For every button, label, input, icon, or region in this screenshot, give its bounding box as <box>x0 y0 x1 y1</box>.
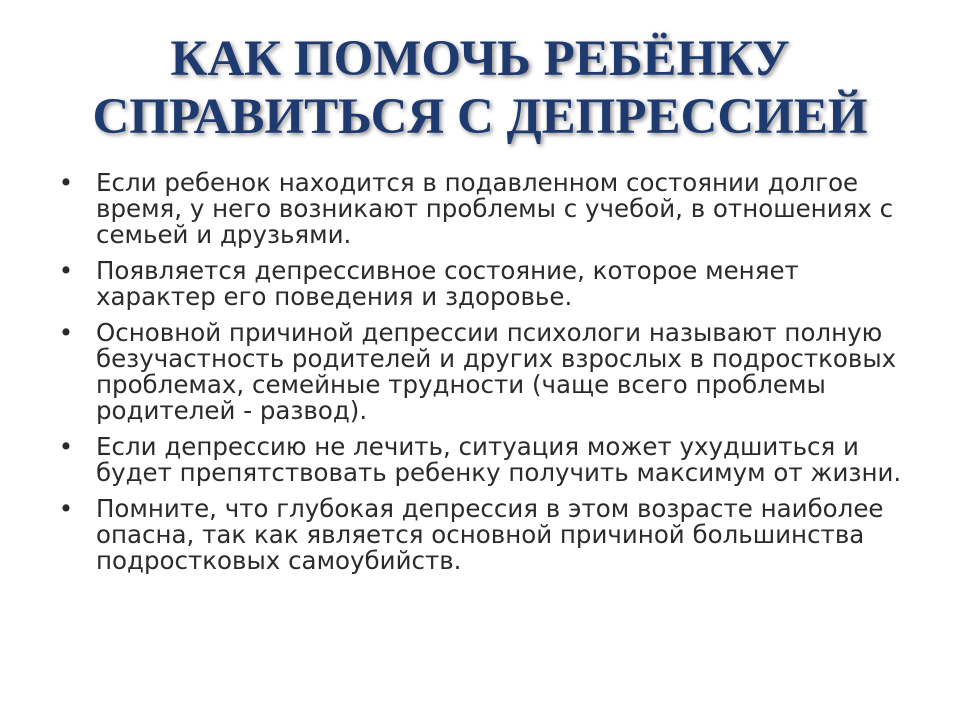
bullet-list <box>56 170 906 584</box>
bullet-dot-icon: • <box>58 256 74 285</box>
bullet-item-2 <box>56 258 906 310</box>
bullet-text: Помните, что глубокая депрессия в этом возрасте наиболее опасна, так как является основной причиной большинства подростковых самоубийств. <box>96 494 884 575</box>
bullet-item-4 <box>56 434 906 486</box>
bullet-dot-icon: • <box>58 432 74 461</box>
bullet-item-3 <box>56 320 906 424</box>
title-line-2: СПРАВИТЬСЯ С ДЕПРЕССИЕЙ <box>92 89 868 145</box>
bullet-text: Если ребенок находится в подавленном состоянии долгое время, у него возникают проблемы с учебой, в отношениях с семьей и друзьями. <box>96 168 894 249</box>
title-line-1: КАК ПОМОЧЬ РЕБЁНКУ <box>170 31 790 87</box>
bullet-item-5 <box>56 496 906 574</box>
bullet-item-1 <box>56 170 906 248</box>
slide-title <box>40 30 920 146</box>
bullet-dot-icon: • <box>58 494 74 523</box>
bullet-text: Основной причиной депрессии психологи называют полную безучастность родителей и других взрослых в подростковых проблемах, семейные трудности (чаще всего проблемы родителей - развод). <box>96 318 897 425</box>
bullet-dot-icon: • <box>58 318 74 347</box>
bullet-text: Появляется депрессивное состояние, которое меняет характер его поведения и здоровье. <box>96 256 799 311</box>
bullet-text: Если депрессию не лечить, ситуация может ухудшиться и будет препятствовать ребенку получить максимум от жизни. <box>96 432 902 487</box>
bullet-dot-icon: • <box>58 168 74 197</box>
